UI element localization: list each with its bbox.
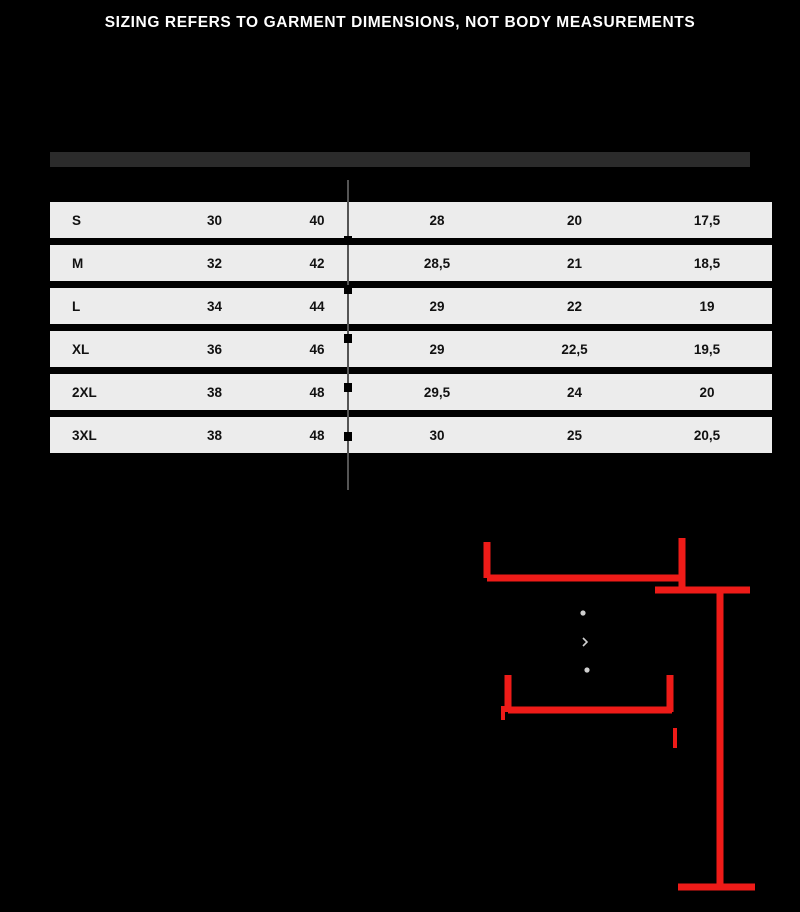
cell-c5: 17,5	[642, 202, 772, 238]
cell-size: XL	[50, 331, 162, 367]
table-row	[50, 417, 772, 453]
cell-c1: 36	[162, 331, 267, 367]
cell-c1: 38	[162, 374, 267, 410]
cell-c3: 29	[367, 288, 507, 324]
table-vertical-divider	[347, 180, 349, 490]
cell-c1: 30	[162, 202, 267, 238]
cell-c4: 22	[507, 288, 642, 324]
garment-diagram	[470, 520, 770, 900]
table-row	[50, 245, 772, 281]
cell-c3: 28,5	[367, 245, 507, 281]
divider-knob	[344, 383, 352, 392]
divider-knob	[344, 334, 352, 343]
cell-c2: 40	[267, 202, 367, 238]
table-row	[50, 331, 772, 367]
table-row	[50, 202, 772, 238]
cell-c2: 46	[267, 331, 367, 367]
cell-c1: 38	[162, 417, 267, 453]
cell-c3: 28	[367, 202, 507, 238]
placket-mark	[583, 638, 587, 646]
placket-dot	[584, 667, 589, 672]
divider-knob	[344, 432, 352, 441]
cell-c1: 32	[162, 245, 267, 281]
cell-c3: 30	[367, 417, 507, 453]
cell-c5: 19,5	[642, 331, 772, 367]
cell-c5: 19	[642, 288, 772, 324]
cell-c2: 44	[267, 288, 367, 324]
cell-c5: 18,5	[642, 245, 772, 281]
size-chart	[50, 152, 750, 460]
garment-diagram-svg	[470, 520, 770, 900]
table-row	[50, 374, 772, 410]
cell-c5: 20,5	[642, 417, 772, 453]
table-header-bar	[50, 152, 750, 167]
size-table	[50, 195, 772, 460]
cell-size: L	[50, 288, 162, 324]
divider-knob	[344, 236, 352, 245]
cell-size: M	[50, 245, 162, 281]
divider-knob	[344, 285, 352, 294]
cell-c2: 48	[267, 374, 367, 410]
page-title: SIZING REFERS TO GARMENT DIMENSIONS, NOT BODY MEASUREMENTS	[104, 14, 696, 31]
cell-c4: 20	[507, 202, 642, 238]
cell-c4: 24	[507, 374, 642, 410]
cell-c2: 48	[267, 417, 367, 453]
cell-c4: 25	[507, 417, 642, 453]
cell-c3: 29,5	[367, 374, 507, 410]
cell-c4: 22,5	[507, 331, 642, 367]
cell-c4: 21	[507, 245, 642, 281]
cell-c1: 34	[162, 288, 267, 324]
placket-dot	[580, 610, 585, 615]
cell-size: 3XL	[50, 417, 162, 453]
cell-size: 2XL	[50, 374, 162, 410]
cell-size: S	[50, 202, 162, 238]
cell-c3: 29	[367, 331, 507, 367]
table-row	[50, 288, 772, 324]
cell-c5: 20	[642, 374, 772, 410]
cell-c2: 42	[267, 245, 367, 281]
